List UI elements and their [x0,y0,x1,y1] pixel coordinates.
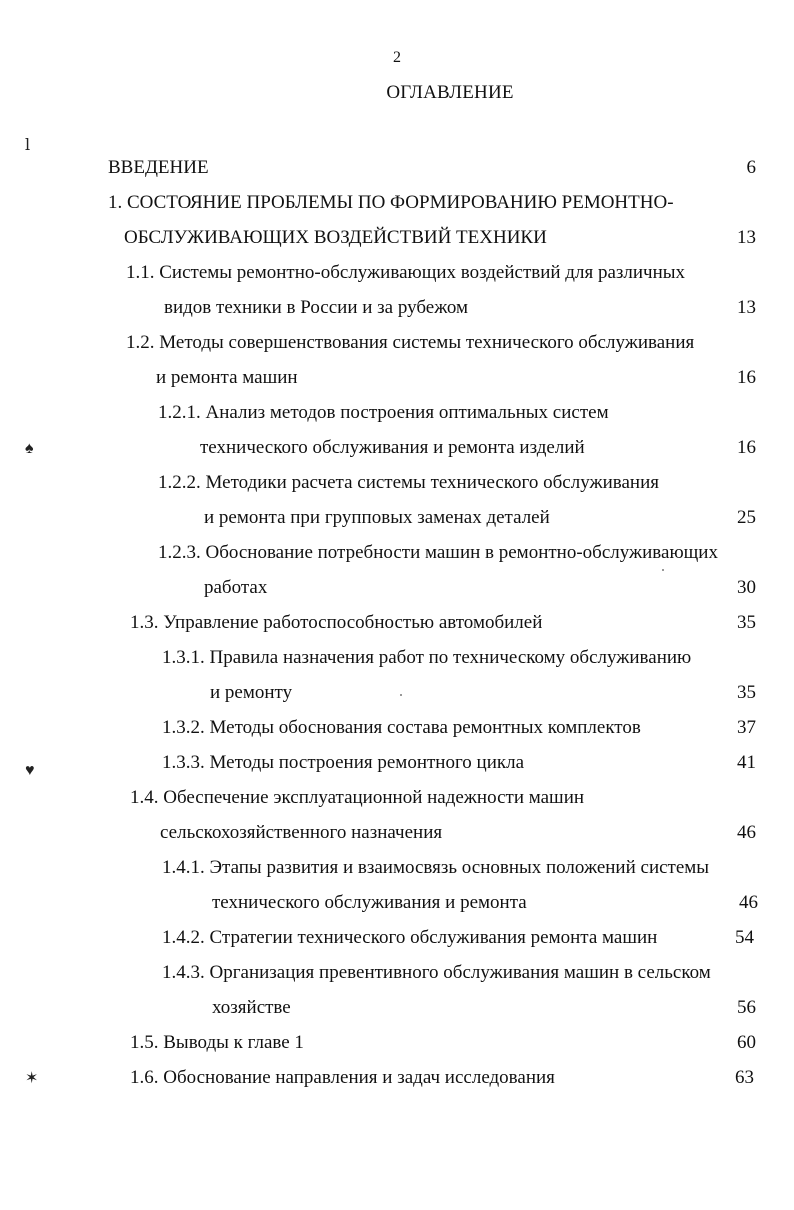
page-title: ОГЛАВЛЕНИЕ [386,82,514,103]
toc-entry: 1.2.2. Методики расчета системы технического обслуживания [158,472,659,493]
toc-entry: 1.1. Системы ремонтно-обслуживающих воздействий для различных [126,262,686,283]
toc-entry: 1.4.1. Этапы развития и взаимосвязь основных положений системы [162,857,710,878]
toc-entry: и ремонту [210,682,293,703]
toc-entry: технического обслуживания и ремонта [212,892,527,913]
scan-speck [400,694,402,696]
margin-mark: ♥ [25,762,35,779]
toc-page-number: 37 [737,717,756,738]
toc-entry: ОБСЛУЖИВАЮЩИХ ВОЗДЕЙСТВИЙ ТЕХНИКИ [124,227,547,248]
toc-page-number: 60 [737,1032,756,1053]
toc-page-number: 16 [737,437,756,458]
toc-page-number: 63 [735,1067,754,1088]
toc-page-number: 30 [737,577,756,598]
toc-entry: работах [204,577,268,598]
toc-entry: хозяйстве [212,997,291,1018]
toc-page-number: 56 [737,997,756,1018]
toc-entry: технического обслуживания и ремонта изделий [200,437,585,458]
toc-page-number: 46 [737,822,756,843]
toc-entry: 1.3.3. Методы построения ремонтного цикла [162,752,525,773]
toc-entry: 1.3.2. Методы обоснования состава ремонтных комплектов [162,717,641,738]
toc-entry: 1.3. Управление работоспособностью автомобилей [130,612,543,633]
toc-page-number: 54 [735,927,754,948]
toc-entry: 1.5. Выводы к главе 1 [130,1032,304,1053]
toc-entry: и ремонта машин [156,367,298,388]
toc-entry: видов техники в России и за рубежом [164,297,469,318]
margin-mark: ✶ [25,1070,39,1087]
toc-page-number: 13 [737,227,756,248]
margin-mark: ⅼ [25,137,31,154]
toc-entry: 1.4.3. Организация превентивного обслуживания машин в сельском [162,962,711,983]
toc-page-number: 6 [746,157,756,178]
scan-speck [662,569,664,571]
toc-entry: ВВЕДЕНИЕ [108,157,209,178]
toc-page-number: 46 [739,892,758,913]
toc-page-number: 41 [737,752,756,773]
toc-entry: и ремонта при групповых заменах деталей [204,507,550,528]
toc-entry: 1.3.1. Правила назначения работ по техническому обслуживанию [162,647,692,668]
page-number: 2 [393,49,401,66]
toc-entry: сельскохозяйственного назначения [160,822,443,843]
toc-entry: 1.4.2. Стратегии технического обслуживания ремонта машин [162,927,658,948]
toc-page-number: 35 [737,682,756,703]
toc-page-number: 16 [737,367,756,388]
toc-entry: 1.4. Обеспечение эксплуатационной надежности машин [130,787,585,808]
toc-page-number: 13 [737,297,756,318]
toc-entry: 1.2. Методы совершенствования системы технического обслуживания [126,332,695,353]
toc-entry: 1.6. Обоснование направления и задач исследования [130,1067,555,1088]
toc-page-number: 35 [737,612,756,633]
toc-entry: 1.2.3. Обоснование потребности машин в ремонтно-обслуживающих [158,542,718,563]
toc-page-number: 25 [737,507,756,528]
margin-mark: ♠ [25,440,34,457]
toc-entry: 1.2.1. Анализ методов построения оптимальных систем [158,402,609,423]
toc-entry: 1. СОСТОЯНИЕ ПРОБЛЕМЫ ПО ФОРМИРОВАНИЮ РЕМОНТНО- [108,192,674,213]
